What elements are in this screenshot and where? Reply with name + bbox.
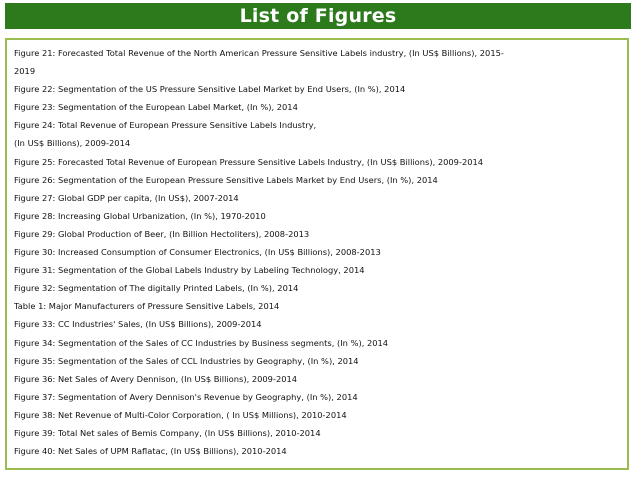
list-item: Figure 26: Segmentation of the European Pressure Sensitive Labels Market by End Users, (In %), 2014 [14, 174, 438, 185]
list-item: Figure 25: Forecasted Total Revenue of European Pressure Sensitive Labels Industry, (In US$ Billions), 2009-2014 [14, 156, 484, 167]
list-item: Figure 36: Net Sales of Avery Dennison, (In US$ Billions), 2009-2014 [14, 373, 298, 384]
list-item: Figure 32: Segmentation of The digitally Printed Labels, (In %), 2014 [14, 283, 299, 294]
list-item: Figure 34: Segmentation of the Sales of CC Industries by Business segments, (In %), 2014 [14, 337, 389, 348]
list-item: Figure 27: Global GDP per capita, (In US$), 2007-2014 [14, 192, 239, 203]
list-item: 2019 [14, 66, 36, 77]
list-item: Table 1: Major Manufacturers of Pressure Sensitive Labels, 2014 [14, 301, 280, 312]
list-item: Figure 39: Total Net sales of Bemis Company, (In US$ Billions), 2010-2014 [14, 427, 321, 438]
list-item: Figure 28: Increasing Global Urbanization, (In %), 1970-2010 [14, 210, 266, 221]
list-item: Figure 37: Segmentation of Avery Dennison's Revenue by Geography, (In %), 2014 [14, 391, 358, 402]
list-item: Figure 22: Segmentation of the US Pressure Sensitive Label Market by End Users, (In %), 2014 [14, 84, 406, 95]
list-item: Figure 40: Net Sales of UPM Raflatac, (In US$ Billions), 2010-2014 [14, 446, 287, 457]
list-item: Figure 33: CC Industries' Sales, (In US$ Billions), 2009-2014 [14, 319, 262, 330]
list-item: Figure 35: Segmentation of the Sales of CCL Industries by Geography, (In %), 2014 [14, 355, 359, 366]
list-item: Figure 24: Total Revenue of European Pressure Sensitive Labels Industry, [14, 120, 317, 131]
figures-panel [5, 38, 629, 470]
page-title: List of Figures [239, 5, 397, 27]
list-item: Figure 38: Net Revenue of Multi-Color Corporation, ( In US$ Millions), 2010-2014 [14, 409, 347, 420]
list-item: Figure 30: Increased Consumption of Consumer Electronics, (In US$ Billions), 2008-2013 [14, 247, 381, 258]
list-item: Figure 21: Forecasted Total Revenue of the North American Pressure Sensitive Labels industry, (In US$ Billions), 2015- [14, 48, 504, 58]
list-item: Figure 29: Global Production of Beer, (In Billion Hectoliters), 2008-2013 [14, 228, 310, 239]
list-item: Figure 31: Segmentation of the Global Labels Industry by Labeling Technology, 2014 [14, 265, 365, 276]
list-item: (In US$ Billions), 2009-2014 [14, 138, 131, 149]
list-item: Figure 23: Segmentation of the European Label Market, (In %), 2014 [14, 102, 298, 113]
page-title-banner [5, 3, 631, 29]
figures-list [14, 44, 620, 460]
